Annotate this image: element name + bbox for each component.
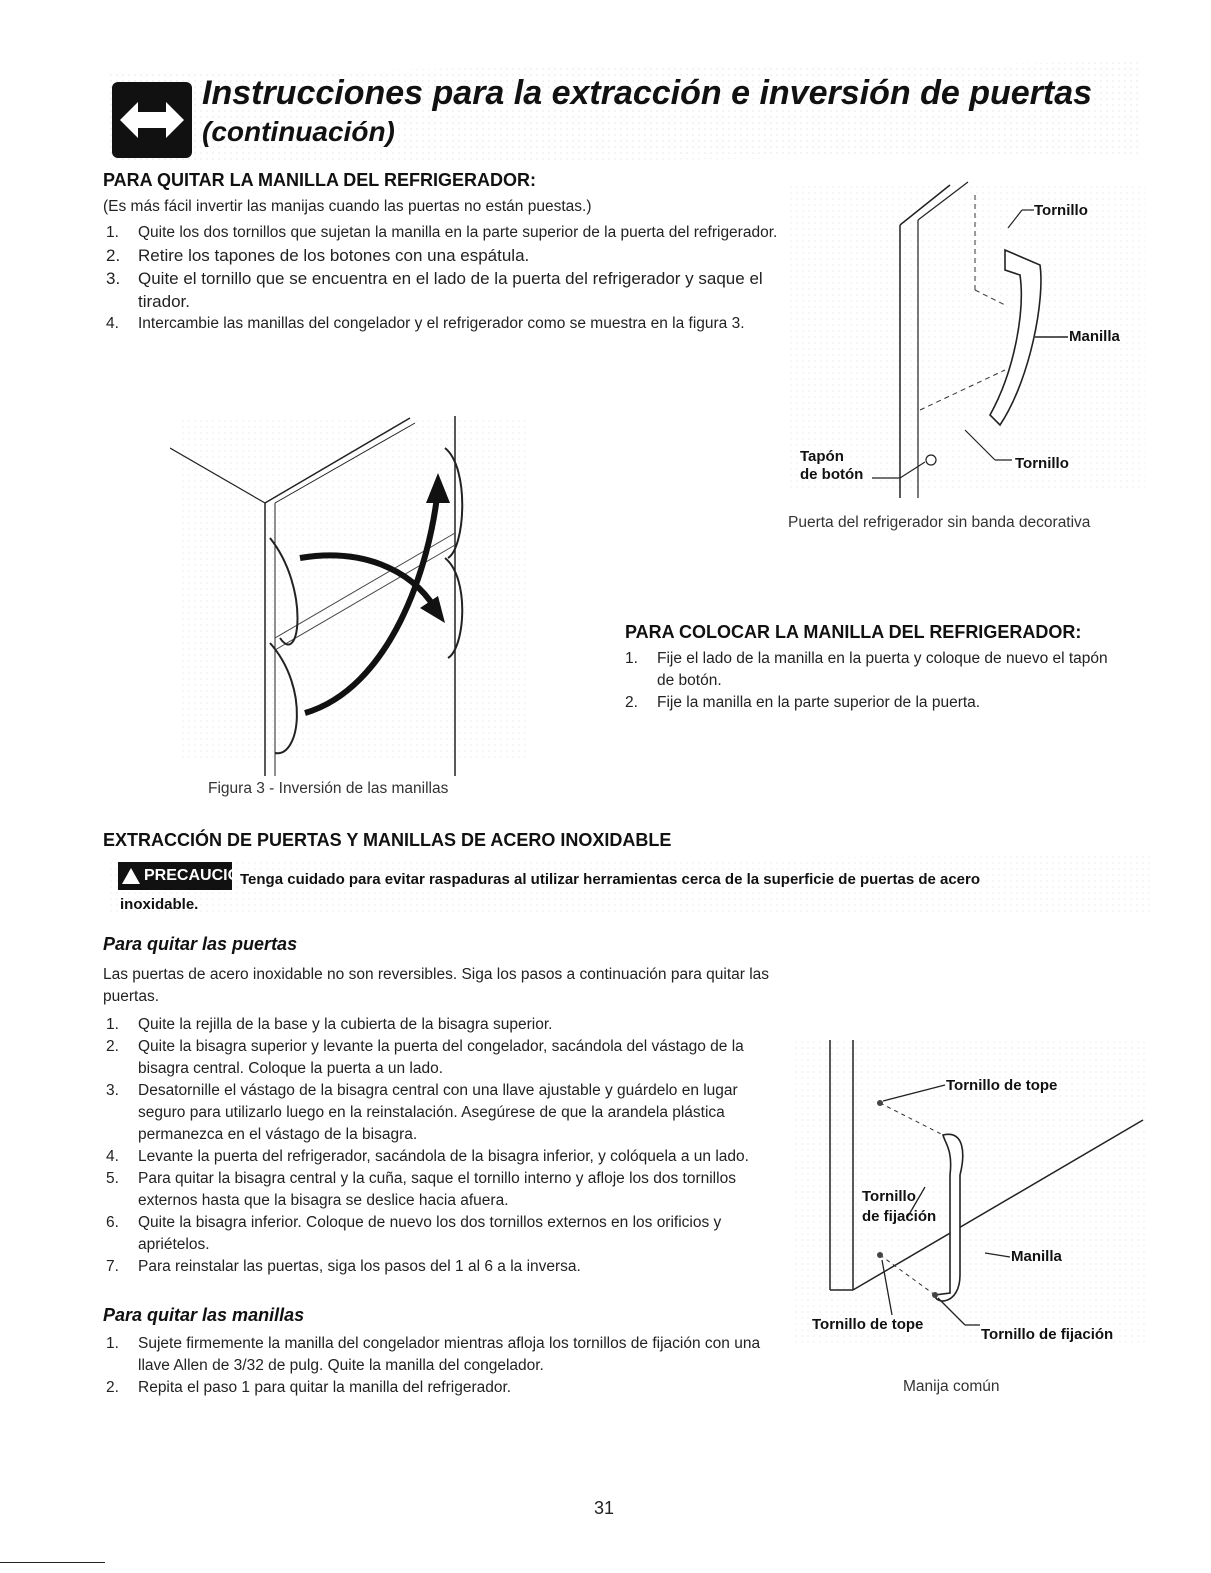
list-item: 3. Quite el tornillo que se encuentra en el lado de la puerta del refrigerador y saque el tirador.	[106, 269, 763, 311]
warning-text-line1: Tenga cuidado para evitar raspaduras al utilizar herramientas cerca de la superficie de puertas de acero	[240, 871, 981, 888]
label-set-screw-line2: de fijación	[862, 1208, 937, 1225]
list-item: 6. Quite la bisagra inferior. Coloque de nuevo los dos tornillos externos en los orificios y apriételos.	[106, 1214, 722, 1253]
remove-doors-intro: Las puertas de acero inoxidable no son reversibles. Siga los pasos a continuación para quitar las puertas.	[103, 966, 770, 1005]
section-note: (Es más fácil invertir las manijas cuando las puertas no están puestas.)	[103, 198, 592, 215]
door-figure-caption: Puerta del refrigerador sin banda decorativa	[788, 514, 1091, 531]
list-item: 7. Para reinstalar las puertas, siga los pasos del 1 al 6 a la inversa.	[106, 1258, 581, 1275]
handle-figure-caption: Manija común	[903, 1378, 1000, 1395]
list-item: 5. Para quitar la bisagra central y la cuña, saque el tornillo interno y afloje los dos tornillos externos hasta que la bisagra se deslice hacia afuera.	[106, 1170, 736, 1209]
footer-rule	[0, 1562, 105, 1563]
section-heading-install-handle: PARA COLOCAR LA MANILLA DEL REFRIGERADOR:	[625, 622, 1082, 642]
section-heading-stainless: EXTRACCIÓN DE PUERTAS Y MANILLAS DE ACERO INOXIDABLE	[103, 830, 672, 850]
label-screw-top: Tornillo	[1034, 202, 1088, 219]
label-set-screw-bottom: Tornillo de fijación	[981, 1326, 1114, 1343]
list-item: 1. Quite los dos tornillos que sujetan la manilla en la parte superior de la puerta del refrigerador.	[106, 224, 778, 241]
list-item: 4. Levante la puerta del refrigerador, sacándola de la bisagra inferior, y colóquela a un lado.	[106, 1148, 749, 1165]
label-button-plug-line2: de botón	[800, 466, 864, 483]
page-title: Instrucciones para la extracción e inversión de puertas	[202, 74, 1093, 112]
remove-handles-steps	[103, 1333, 768, 1399]
warning-triangle-icon	[122, 868, 140, 884]
label-stop-screw-top: Tornillo de tope	[946, 1077, 1058, 1094]
figure3-caption: Figura 3 - Inversión de las manillas	[208, 780, 449, 797]
label-stop-screw-bottom: Tornillo de tope	[812, 1316, 924, 1333]
list-item: 2. Fije la manilla en la parte superior de la puerta.	[625, 694, 981, 711]
list-item: 2. Quite la bisagra superior y levante la puerta del congelador, sacándola del vástago de la bisagra central. Coloque la puerta a un lado.	[106, 1038, 744, 1077]
remove-handle-steps	[103, 222, 783, 335]
label-handle: Manilla	[1069, 328, 1120, 345]
label-handle-bottom: Manilla	[1011, 1248, 1062, 1265]
remove-doors-steps	[103, 1014, 768, 1278]
figure3-illustration	[170, 408, 540, 778]
warning-text-line2: inoxidable.	[120, 896, 199, 913]
install-handle-steps	[622, 648, 1122, 714]
list-item: 2. Retire los tapones de los botones con una espátula.	[106, 246, 530, 265]
section-heading-remove-handle: PARA QUITAR LA MANILLA DEL REFRIGERADOR:	[103, 170, 536, 190]
page-subtitle: (continuación)	[202, 116, 395, 147]
subheading-remove-handles: Para quitar las manillas	[103, 1305, 305, 1325]
label-button-plug-line1: Tapón	[800, 448, 844, 465]
subheading-remove-doors: Para quitar las puertas	[103, 934, 298, 954]
list-item: 2. Repita el paso 1 para quitar la manilla del refrigerador.	[106, 1379, 512, 1396]
label-set-screw-line1: Tornillo	[862, 1188, 916, 1205]
list-item: 1. Sujete firmemente la manilla del congelador mientras afloja los tornillos de fijación con una llave Allen de 3/32 de pulg. Quite la manilla del congelador.	[106, 1335, 761, 1374]
page-number: 31	[594, 1498, 615, 1518]
list-item: 1. Quite la rejilla de la base y la cubierta de la bisagra superior.	[106, 1016, 553, 1033]
list-item: 4. Intercambie las manillas del congelador y el refrigerador como se muestra en la figura 3.	[106, 315, 745, 332]
caution-badge: PRECAUCIÓN	[118, 862, 232, 890]
double-arrow-icon	[112, 82, 192, 158]
list-item: 1. Fije el lado de la manilla en la puerta y coloque de nuevo el tapón de botón.	[625, 650, 1108, 689]
list-item: 3. Desatornille el vástago de la bisagra central con una llave ajustable y guárdelo en lugar seguro para utilizarlo luego en la reinstalación. Asegúrese de que la arandela plástica permanezca en el vástago de la bisagra.	[106, 1082, 738, 1143]
label-screw-bottom: Tornillo	[1015, 455, 1069, 472]
